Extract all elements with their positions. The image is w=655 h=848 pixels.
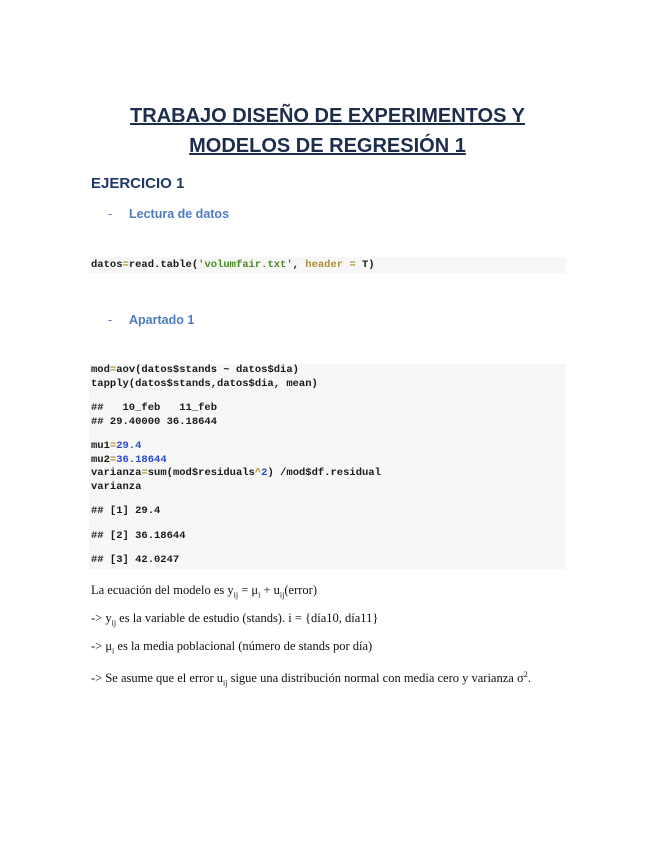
code-output-line: ## [2] 36.18644 <box>91 529 186 542</box>
code-block-read-data <box>89 257 566 273</box>
section-lectura-de-datos <box>108 207 229 221</box>
section-label: Lectura de datos <box>129 207 230 221</box>
code-line: datos=read.table('volumfair.txt', header = T) <box>91 259 375 271</box>
bullet-dash: - <box>108 207 113 221</box>
paragraph-model-equation: La ecuación del modelo es $y_{ij} = \mu_i$ + $u_{ij}(error)$ <box>91 583 317 600</box>
code-line: varianza <box>91 480 142 493</box>
code-line: varianza=sum(mod$residuals^2) /mod$df.residual <box>91 467 381 479</box>
code-line: mu2=36.18644 <box>91 453 167 466</box>
code-line: mu1=29.4 <box>91 440 142 452</box>
section-label: Apartado 1 <box>129 313 195 327</box>
document-title-line-2: MODELOS DE REGRESIÓN 1 <box>189 135 466 157</box>
exercise-heading: EJERCICIO 1 <box>91 175 185 192</box>
code-output-line: ## [3] 42.0247 <box>91 554 180 566</box>
code-output-line: ## 29.40000 36.18644 <box>91 415 218 428</box>
paragraph-error-assumption: -> Se asume que el error $u_{ij}$ sigue una distribución normal con media cero y varianza $\sigma^2$. <box>91 670 531 688</box>
paragraph-population-mean: -> $\mu_i$ es la media poblacional (número de stands por día) <box>91 639 373 656</box>
section-apartado-1 <box>108 313 194 327</box>
code-line: tapply(datos$stands,datos$dia, mean) <box>91 377 318 390</box>
document-title-line-1: TRABAJO DISEÑO DE EXPERIMENTOS Y <box>130 105 525 127</box>
bullet-dash: - <box>108 313 113 327</box>
code-output-line: ## 10_feb 11_feb <box>91 402 218 414</box>
code-line: mod=aov(datos$stands ~ datos$dia) <box>91 364 299 376</box>
code-output-line: ## [1] 29.4 <box>91 505 161 517</box>
paragraph-response-variable: -> $y_{ij}$ es la variable de estudio (stands). i = {día10, día11} <box>91 611 379 628</box>
code-block-apartado-1 <box>89 364 566 569</box>
